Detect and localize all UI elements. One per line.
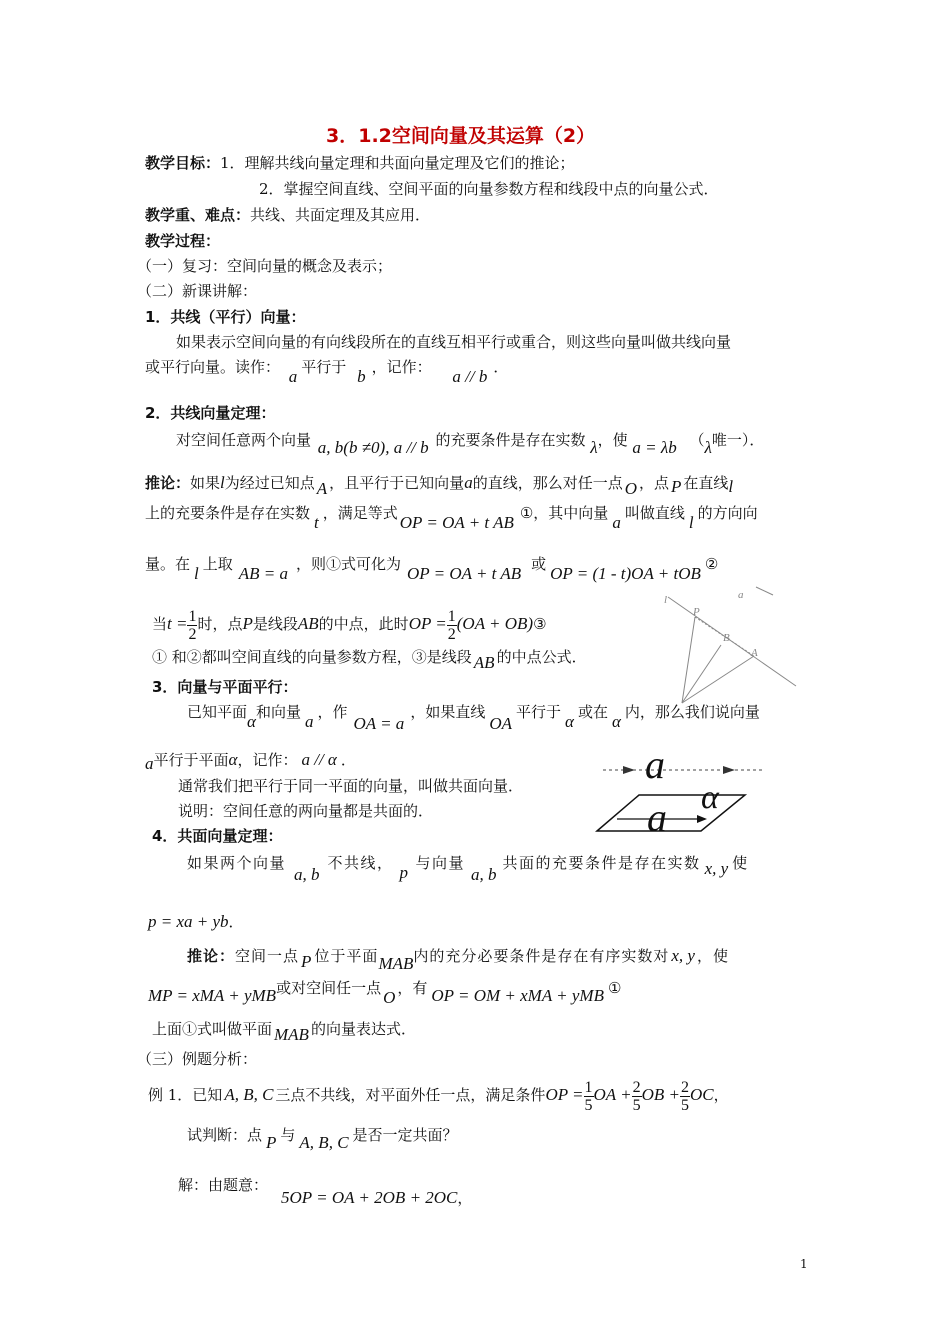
p3-line1: 已知平面α和向量 a ，作OA = a，如果直线OA平行于 α 或在 α 内，那么我们说向量 — [187, 703, 760, 733]
label-A: A — [751, 647, 758, 659]
section-new: （二）新课讲解： — [137, 282, 258, 300]
section-review: （一）复习：空间向量的概念及表示； — [137, 257, 393, 275]
midpoint-line2: ① 和②都叫空间直线的向量参数方程，③是线段 AB 的中点公式． — [152, 648, 587, 672]
diagram-a-bottom: a — [647, 795, 667, 840]
goal-1: 1．理解共线向量定理和共面向量定理及它们的推论； — [220, 154, 575, 172]
vector-ob — [682, 645, 721, 703]
p3-line3: 通常我们把平行于同一平面的向量，叫做共面向量． — [178, 777, 524, 795]
vector-a — [756, 587, 773, 595]
parallel-expr: a // b — [452, 367, 488, 386]
vec-a: a — [288, 367, 298, 386]
heading-vector-plane-parallel: 3．向量与平面平行： — [152, 678, 298, 696]
corollary-line3: 量。在 l 上取 AB = a ，则①式可化为 OP = OA + t AB 或 OP = (1 - t)OA + tOB ② — [145, 555, 719, 583]
example1-line2: 试判断：点 P 与 A, B, C 是否一定共面？ — [187, 1126, 458, 1152]
corollary2-line1: 推论：空间一点 P 位于平面MAB内的充分必要条件是存在有序实数对 x, y ，使 — [187, 946, 729, 973]
p3-line4: 说明：空间任意的两向量都是共面的． — [178, 802, 434, 820]
lambda: λ — [590, 438, 598, 457]
corollary2-line2: MP = xMA + yMB或对空间任一点 O ，有 OP = OM + xMA + yMB ① — [148, 979, 622, 1007]
label-a: a — [738, 589, 744, 601]
section-examples: （三）例题分析： — [137, 1050, 258, 1068]
diagram-alpha: α — [701, 779, 719, 816]
collinear-condition: a, b(b ≠0), a // b — [317, 438, 429, 457]
page-title: 3．1.2空间向量及其运算（2） — [326, 125, 596, 147]
example1-line1: 例 1．已知 A, B, C 三点不共线，对平面外任一点，满足条件OP = $\frac{1}{5}$ OA + $\frac{2}{5}$ OB + $\frac{2}{5}$ OC， — [148, 1078, 729, 1114]
vector-op — [682, 617, 695, 703]
plane-vector-diagram — [595, 745, 770, 840]
goals-line1 — [145, 153, 575, 173]
p1-line1: 如果表示空间向量的有向线段所在的直线互相平行或重合，则这些向量叫做共线向量 — [176, 333, 732, 351]
corollary2-line3: 上面①式叫做平面 MAB 的向量表达式． — [152, 1020, 416, 1044]
corollary-line2: 上的充要条件是存在实数 t ，满足等式 OP = OA + t AB ①，其中向量 a 叫做直线 l 的方向向 — [145, 504, 758, 532]
process-label: 教学过程： — [145, 232, 221, 250]
solution-eq: 5OP = OA + 2OB + 2OC， — [281, 1188, 473, 1207]
a-equals-lambda-b: a = λb — [632, 438, 677, 457]
p1-line2: 或平行向量。读作： a 平行于 b ，记作： a // b ． — [145, 358, 509, 386]
page-number: 1 — [800, 1257, 808, 1271]
vector-oa — [682, 656, 754, 703]
key-text: 共线、共面定理及其应用． — [250, 206, 431, 224]
diagram-a-top: a — [645, 745, 665, 787]
heading-coplanar-theorem: 4．共面向量定理： — [152, 827, 283, 845]
label-p: P — [693, 606, 700, 618]
solution-label: 解：由题意： — [178, 1176, 269, 1194]
goals-label: 教学目标： — [145, 154, 221, 172]
label-b: B — [723, 632, 730, 644]
eq-1: OP = OA + t AB — [399, 513, 514, 532]
vec-b: b — [357, 367, 366, 386]
heading-collinear-theorem: 2．共线向量定理： — [145, 404, 276, 422]
corollary-line1: 推论：如果l为经过已知点 A ，且平行于已知向量a的直线，那么对任一点 O ，点 P 在直线l — [145, 473, 734, 498]
goal-2: 2．掌握空间直线、空间平面的向量参数方程和线段中点的向量公式． — [259, 180, 719, 198]
plane-alpha — [597, 795, 745, 831]
heading-collinear: 1．共线（平行）向量： — [145, 308, 306, 326]
key-points — [145, 205, 430, 225]
p4-line1: 如果两个向量a, b不共线， p 与向量a, b共面的充要条件是存在实数 x, y 使 — [187, 854, 749, 884]
p3-line2: a平行于平面α，记作： a // α ． — [145, 750, 356, 773]
key-label: 教学重、难点： — [145, 206, 251, 224]
line-vector-diagram — [648, 585, 808, 710]
p4-line2: p = xa + yb． — [148, 912, 244, 931]
label-l: l — [664, 594, 668, 606]
p2-line: 对空间任意两个向量 a, b(b ≠0), a // b 的充要条件是存在实数 λ，使 a = λb （λ唯一）． — [176, 431, 765, 457]
midpoint-line: 当t = $\frac{1}{2}$ 时，点P是线段AB的中点，此时OP = $\frac{1}{2}$ (OA + OB)③ — [152, 607, 547, 643]
